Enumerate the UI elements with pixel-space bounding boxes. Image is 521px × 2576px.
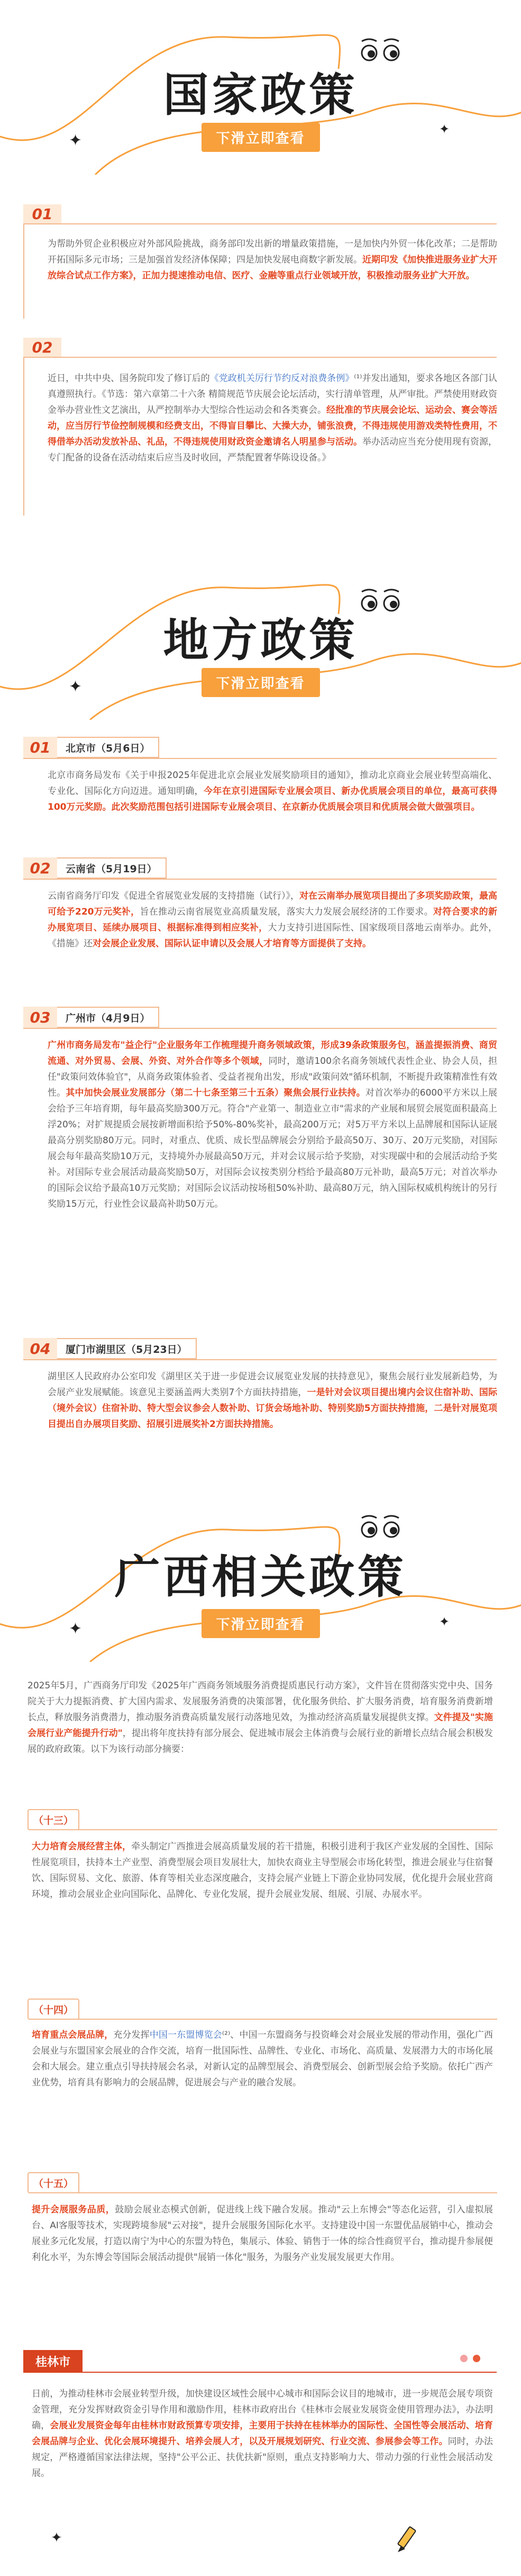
body-text: 举办活动应当充分使用现有资源，专门配备的设备在活动结束后应当及时收回，严禁配置奢华陈设设备。》 bbox=[48, 437, 497, 463]
divider bbox=[23, 2372, 497, 2373]
guangxi-clause-label: （十四） bbox=[28, 1999, 79, 2020]
divider bbox=[32, 1829, 497, 1830]
local-item-place: 厦门市湖里区（5月23日） bbox=[57, 1338, 197, 1359]
national-banner bbox=[0, 0, 521, 175]
highlighted-text: 今年在京引进国际专业展会项目、新办优质展会项目的单位，最高可获得100万元奖励。此次奖励范围包括引进国际专业展会项目、在京新办优质展会项目和优质展会做大做强项目。 bbox=[48, 786, 498, 812]
cartoon-eyes-icon bbox=[360, 1514, 403, 1542]
highlighted-text: 近期印发《加快推进服务业扩大开放综合试点工作方案》，正加力提速推动电信、医疗、金融等重点行业领域开放，积极推动服务业扩大开放。 bbox=[48, 255, 497, 281]
body-text: 日前，为推动桂林市会展业转型升级，加快建设区域性会展中心城市和国际会议目的地城市，进一步规范会展专项资金管理，充分发挥财政资金引导作用和激励作用，桂林市政府出台《桂林市会展业发展资金使用管理办法》，办法明确， bbox=[32, 2389, 493, 2431]
body-text: 近日，中共中央、国务院印发了修订后的 bbox=[48, 373, 210, 384]
local-item-header bbox=[23, 1338, 197, 1359]
body-text: 同时，办法规定，严格遵循国家法律法规，坚持"公平公正、扶优扶新"原则，重点支持影响力大、带动力强的行业性会展活动发展。 bbox=[32, 2436, 493, 2479]
guangxi-clause-text bbox=[32, 2202, 493, 2265]
divider bbox=[32, 2019, 497, 2020]
guangxi-subtitle-badge: 下滑立即查看 bbox=[201, 1609, 319, 1638]
divider bbox=[23, 357, 497, 358]
pencil-icon bbox=[391, 2525, 423, 2559]
guangxi-intro-text bbox=[28, 1678, 493, 1757]
divider bbox=[23, 758, 497, 759]
guangxi-clause-label: （十五） bbox=[28, 2172, 79, 2193]
guangxi-clause-label: （十三） bbox=[28, 1809, 79, 1830]
local-item-place: 广州市（4月9日） bbox=[57, 1007, 159, 1028]
guangxi-clause-text bbox=[32, 1839, 493, 1902]
body-text: 云南省商务厅印发《促进全省展览业发展的支持措施（试行）》， bbox=[48, 891, 299, 901]
sparkle-icon: ✦ bbox=[439, 122, 450, 137]
local-item-header bbox=[23, 1007, 159, 1028]
divider bbox=[23, 1359, 497, 1360]
local-item-text bbox=[48, 1369, 497, 1432]
highlighted-text: 会展业发展资金每年由桂林市财政预算专项安排，主要用于扶持在桂林举办的国际性、全国性等会展活动、培育会展品牌与企业、优化会展环境提升、培养会展人才，以及开展规划研究、行业交流、参展参会等工作。 bbox=[32, 2420, 493, 2447]
body-text: 充分发挥 bbox=[113, 2030, 150, 2040]
divider bbox=[32, 2192, 497, 2193]
local-item-place: 北京市（5月6日） bbox=[57, 737, 159, 758]
body-text: ，提出将年度扶持有部分展会、促进城市展会主体消费与会展行业的新增长点结合展会积极发展的政府政策。以下为该行动部分摘要： bbox=[28, 1728, 493, 1755]
highlighted-text: 广州市商务局发布"益企行"企业服务年工作梳理提升商务领域政策，形成39条政策服务包，涵盖提振消费、商贸流通、对外贸易、会展、外资、对外合作等多个领域， bbox=[48, 1040, 497, 1066]
guangxi-clause-text bbox=[32, 2027, 493, 2091]
local-item-number: 01 bbox=[23, 737, 57, 758]
divider bbox=[23, 1028, 497, 1029]
local-title: 地方政策 bbox=[163, 614, 358, 667]
local-item-text bbox=[48, 1037, 497, 1212]
body-text: 2025年5月，广西商务厅印发《2025年广西商务领域服务消费提质惠民行动方案》，文件旨在贯彻落实党中央、国务院关于大力提振消费、扩大国内需求、发展服务消费的决策部署，优化服务供给、扩大服务消费，培育服务消费新增长点，释放服务消费潜力，推动服务消费高质量发展行动落地见效，为推动经济高质量发展提供支撑。 bbox=[28, 1680, 493, 1723]
divider bbox=[23, 879, 497, 880]
sparkle-icon: ✦ bbox=[69, 677, 83, 696]
sparkle-icon: ✦ bbox=[439, 1614, 450, 1629]
body-text: 牵头制定广西推进会展高质量发展的若干措施，积极引进利于我区产业发展的全国性、国际性展览项目，扶持本土产业型、消费型展会项目发展壮大，加快农商业主导型展会市场化转型，推进会展业与住宿餐饮、国际贸易、文化、旅游、体育等相关业态深度融合，支持会展产业链上下游企业协同发展，优化提升会展业营商环境，推动会展业企业向国际化、品牌化、专业化发展，提升会展业发展、组展、引展、办展水平。 bbox=[32, 1841, 493, 1900]
guangxi-banner bbox=[0, 1487, 521, 1667]
local-item-number: 02 bbox=[23, 857, 57, 879]
highlighted-text: 大力培育会展经营主体， bbox=[32, 1841, 132, 1852]
body-text: 同时，邀请100余名商务领域代表性企业、协会人员，担任"政策问效体验官"，从商务政策体验者、受益者视角出发，形成"政策问效"循环机制，不断提升政策精准性有效性。 bbox=[48, 1056, 498, 1098]
divider bbox=[23, 357, 24, 516]
body-text: 鼓励会展业态模式创新，促进线上线下融合发展。推动"云上东博会"等态化运营，引入虚拟展台、AI客服等技术，实现跨境参展"云对接"，提升会展服务国际化水平。支持建设中国一东盟优品展销中心，推动会展业多元化发展，打造以南宁为中心的东盟为特色，集展示、体验、销售于一体的综合性商贸平台，推动提升参展便利化水平，为东博会等国际会展活动提供"展销一体化"服务，为服务产业发展发展更大作用。 bbox=[32, 2204, 493, 2263]
divider bbox=[23, 223, 497, 224]
highlighted-text: 培育重点会展品牌， bbox=[32, 2030, 114, 2040]
local-subtitle-badge: 下滑立即查看 bbox=[201, 668, 319, 697]
body-text: ⁽²⁾、中国一东盟商务与投资峰会对会展业发展的带动作用，强化广西会展业与东盟国家会展业的合作交流，培育一批国际性、品牌性、专业化、市场化、高质量、发展潜力大的市场化展会和大展会。建立重点引导扶持展会名录，对新认定的品牌型展会、消费型展会、创新型展会给予奖励。依托广西产业优势，培育具有影响力的会展品牌，促进展会与产业的融合发展。 bbox=[32, 2030, 493, 2088]
policy-link[interactable]: 《党政机关厉行节约反对浪费条例》 bbox=[209, 373, 354, 384]
local-item-header bbox=[23, 857, 167, 879]
body-text: 旨在推动云南省展览业高质量发展，落实大力发展会展经济的工作要求。 bbox=[140, 907, 434, 917]
local-banner bbox=[0, 545, 521, 720]
local-item-number: 04 bbox=[23, 1338, 57, 1359]
local-item-number: 03 bbox=[23, 1007, 57, 1028]
highlighted-text: 一是针对会议项目提出境内会议住宿补助、国际（境外会议）住宿补助、特大型会议参会人数补助、订货会场地补助、特别奖励5方面扶持措施，二是针对展览项目提出自办展项目奖励、招展引进展奖补2方面扶持措施。 bbox=[48, 1387, 497, 1430]
highlighted-text: 经批准的节庆展会论坛、运动会、赛会等活动，应当厉行节俭控制规模和经费支出，不得盲目攀比、大操大办，铺张浪费，不得违规使用游戏类特性费用，不得借举办活动发放补品、礼品，不得违规使用财政资金邀请名人明星参与活动。 bbox=[48, 405, 497, 447]
guilin-label: 桂林市 bbox=[23, 2350, 83, 2372]
national-item-number: 02 bbox=[23, 338, 61, 357]
divider bbox=[23, 223, 24, 319]
guangxi-title: 广西相关政策 bbox=[114, 1551, 407, 1604]
sparkle-icon: ✦ bbox=[69, 131, 83, 150]
body-text: 湖里区人民政府办公室印发《湖里区关于进一步促进会议展览业发展的扶持意见》，聚焦会展行业发展新趋势，为会展产业发展赋能。该意见主要涵盖两大类别7个方面扶持措施， bbox=[48, 1371, 497, 1398]
national-item-text bbox=[48, 370, 497, 466]
highlighted-text: 对符合要求的新办展览项目、延续办展项目、根据标准得到相应奖补， bbox=[48, 907, 498, 933]
policy-link[interactable]: 中国一东盟博览会 bbox=[149, 2030, 222, 2040]
sparkle-icon: ✦ bbox=[69, 1620, 83, 1638]
highlighted-text: 其中加快会展业发展部分（第二十七条至第三十五条）聚焦会展行业扶持。 bbox=[66, 1088, 365, 1098]
body-text: 为帮助外贸企业积极应对外部风险挑战，商务部印发出新的增量政策措施，一是加快内外贸一体化改革；二是帮助开拓国际多元市场；三是加强首发经济体保障；四是加快发展电商数字新发展。 bbox=[48, 239, 497, 265]
sparkle-icon: ✦ bbox=[51, 2530, 62, 2546]
body-text: 大力支持引进国际性、国家级项目落地云南举办。此外，《措施》还 bbox=[48, 923, 497, 949]
highlighted-text: 提升会展服务品质， bbox=[32, 2204, 115, 2215]
body-text: ⁽¹⁾并发出通知，要求各地区各部门认真遵照执行。《节选：第六章第二十六条 精简规范节庆展会论坛活动，实行清单管理，从严审批。严禁使用财政资金举办营业性文艺演出，从严控制举办大型综合性运动会和各类赛会。 bbox=[48, 373, 498, 415]
national-title: 国家政策 bbox=[163, 69, 358, 122]
local-item-text bbox=[48, 767, 497, 815]
body-text: 对首次举办的6000平方米以上展会给予三年培育期，每年最高奖励300万元。符合"产业第一、制造业立市"需求的产业展和展贸会展览面积最高上浮20%；对扩规提质会展按新增面积给予50%-80%奖补，最高200万元；对5万平方米以上品牌展和国际认证展最高分别奖励80万元。同时，对重点、优质、成长型品牌展会分别给予最高50万、30万、20万元奖励，对国际展会每年最高奖励10万元，支持境外办展最高50万元，并对会议展示给予奖励，对实现碳中和的会展活动给予奖补。对国际专业会展活动最高奖励50万，对国际会议按类别分档给予最高80万元补助，最高5万元；对首次举办的国际会议给予最高10万元奖励；对国际会议活动按场租50%补助、最高80万元，纳入国际权威机构统计的另行奖励15万元，行业性会议最高补助50万元。 bbox=[48, 1088, 498, 1209]
national-subtitle-badge: 下滑立即查看 bbox=[201, 123, 319, 152]
highlighted-text: 对会展企业发展、国际认证申请以及会展人才培育等方面提供了支持。 bbox=[93, 938, 371, 949]
national-item-number: 01 bbox=[23, 204, 61, 223]
guilin-text bbox=[32, 2386, 493, 2481]
national-item-text bbox=[48, 236, 497, 284]
highlighted-text: 文件提及"实施会展行业产能提升行动" bbox=[28, 1712, 493, 1739]
local-item-place: 云南省（5月19日） bbox=[57, 857, 167, 879]
body-text: 北京市商务局发布《关于申报2025年促进北京会展业发展奖励项目的通知》，推动北京商业会展业转型高端化、专业化、国际化方向迈进。通知明确， bbox=[48, 770, 497, 797]
highlighted-text: 对在云南举办展览项目提出了多项奖励政策，最高可给予220万元奖补， bbox=[48, 891, 497, 917]
local-item-text bbox=[48, 888, 497, 952]
local-item-header bbox=[23, 737, 159, 758]
decorative-dots-icon bbox=[455, 2354, 480, 2364]
